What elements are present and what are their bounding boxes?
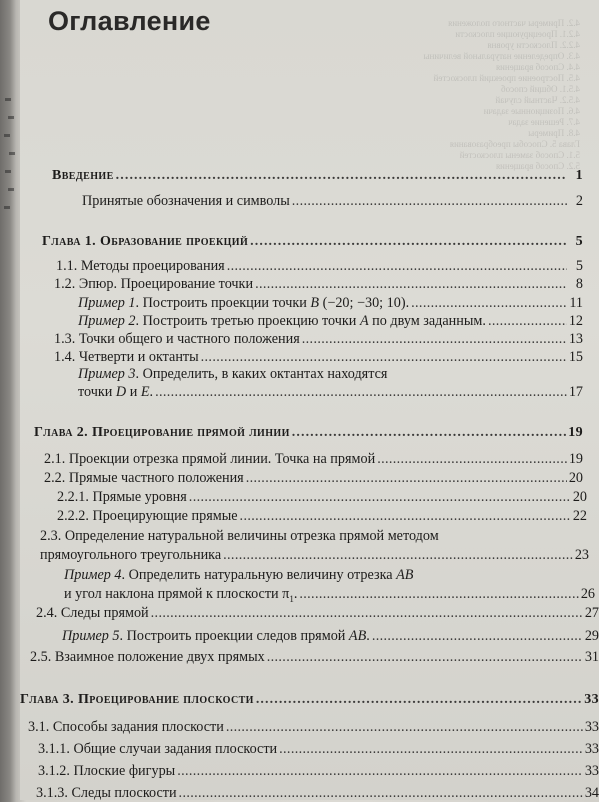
toc-entry-2-3-line1 xyxy=(40,528,439,545)
variable: A xyxy=(359,313,369,329)
entry-title-tail: (−20; −30; 10). xyxy=(319,295,410,311)
leader-dots xyxy=(372,628,583,645)
example-label: Пример 1 xyxy=(78,295,136,311)
entry-title: 2.2.1. Прямые уровня xyxy=(57,489,187,505)
leader-dots xyxy=(279,741,583,758)
leader-dots xyxy=(226,719,583,736)
toc-entry-2-3[interactable] xyxy=(40,547,589,564)
toc-entry-symbols[interactable] xyxy=(82,193,583,210)
entry-title: 2.4. Следы прямой xyxy=(36,605,149,621)
entry-title: . xyxy=(149,384,154,400)
entry-title: 1.4. Четверти и октанты xyxy=(54,349,199,365)
toc-entry-2-1[interactable] xyxy=(44,451,583,468)
example-label: Пример 2 xyxy=(78,313,136,329)
entry-title: . xyxy=(293,586,298,602)
entry-title: 3.1. Способы задания плоскости xyxy=(28,719,224,735)
example-label: Пример 3 xyxy=(78,366,136,382)
bleed-through-text: 4.2. Примеры частного положения 4.2.1. Проецирующие плоскости 4.2.2. Плоскости уровня 4.3. Определение натуральной величины 4.4. Способ вращения 4.5. Построение проекций плоскостей 4.5.1. Общий способ 4.5.2. Частный случай 4.6. Позиционные задачи 4.7. Решение задач 4.8. Примеры Глава 5. Способы преобразования 5.1. Способ замены плоскостей 5.2. Способ вращения xyxy=(423,18,580,171)
page-number: 20 xyxy=(572,489,587,505)
toc-entry-3-1-2[interactable] xyxy=(38,763,599,780)
entry-title: . Построить третью проекцию точки xyxy=(135,313,360,329)
entry-title: . Определить натуральную величину отрезка xyxy=(121,567,397,583)
leader-dots xyxy=(189,489,571,506)
toc-entry-2-5[interactable] xyxy=(30,649,599,666)
entry-title: Глава 1. Образование проекций xyxy=(42,234,249,249)
page-number: 1 xyxy=(575,168,583,183)
toc-entry-1-2[interactable] xyxy=(54,276,583,293)
leader-dots xyxy=(227,258,567,275)
toc-entry-2-4[interactable] xyxy=(36,605,599,622)
page-number: 13 xyxy=(568,331,583,347)
leader-dots xyxy=(292,193,567,210)
leader-dots xyxy=(240,508,571,525)
entry-title: . Определить, в каких октантах находятся xyxy=(135,366,388,382)
variable: AB xyxy=(396,567,414,583)
page-number: 19 xyxy=(568,425,583,440)
page-number: 26 xyxy=(580,586,595,602)
page-number: 8 xyxy=(575,276,583,292)
toc-example-3-line1 xyxy=(78,366,387,383)
leader-dots xyxy=(267,649,583,666)
leader-dots xyxy=(292,425,566,441)
toc-example-4-line1 xyxy=(64,567,413,584)
entry-title: . Построить проекции следов прямой xyxy=(119,628,349,644)
entry-title: 3.1.2. Плоские фигуры xyxy=(38,763,176,779)
page-number: 33 xyxy=(584,719,599,735)
toc-entry-2-2-1[interactable] xyxy=(57,489,587,506)
entry-title: 2.3. Определение натуральной величины отрезка прямой методом xyxy=(40,528,439,544)
toc-entry-2-2[interactable] xyxy=(44,470,583,487)
entry-title: 3.1.3. Следы плоскости xyxy=(36,785,177,801)
page-number: 12 xyxy=(568,313,583,329)
page-number: 5 xyxy=(575,258,583,274)
toc-example-2[interactable] xyxy=(78,313,583,330)
leader-dots xyxy=(223,547,573,564)
variable: B xyxy=(310,295,320,311)
leader-dots xyxy=(256,692,582,708)
toc-chapter-2[interactable] xyxy=(34,425,583,441)
entry-title: 1.1. Методы проецирования xyxy=(56,258,225,274)
subscript: 1 xyxy=(289,593,294,604)
variable: AB xyxy=(348,628,367,644)
toc-entry-1-3[interactable] xyxy=(54,331,583,348)
page-number: 27 xyxy=(584,605,599,621)
leader-dots xyxy=(155,384,567,401)
entry-title: . Построить проекции точки xyxy=(135,295,311,311)
variable: D xyxy=(115,384,127,400)
page-number: 19 xyxy=(568,451,583,467)
example-label: Пример 5 xyxy=(62,628,120,644)
toc-example-4[interactable] xyxy=(64,586,595,604)
entry-title: 2.2. Прямые частного положения xyxy=(44,470,244,486)
leader-dots xyxy=(177,763,583,780)
leader-dots xyxy=(299,586,578,603)
page-number: 15 xyxy=(568,349,583,365)
entry-title: Введение xyxy=(52,168,114,183)
leader-dots xyxy=(116,168,567,184)
page-number: 2 xyxy=(575,193,583,209)
page-number: 23 xyxy=(574,547,589,563)
leader-dots xyxy=(488,313,567,330)
leader-dots xyxy=(255,276,567,293)
toc-example-3[interactable] xyxy=(78,384,583,401)
entry-title: 3.1.1. Общие случаи задания плоскости xyxy=(38,741,278,757)
entry-title: 1.3. Точки общего и частного положения xyxy=(54,331,300,347)
entry-title: 1.2. Эпюр. Проецирование точки xyxy=(54,276,254,292)
leader-dots xyxy=(201,349,567,366)
variable: E xyxy=(140,384,150,400)
entry-title: точки xyxy=(78,384,116,400)
entry-title-tail: по двум заданным. xyxy=(368,313,486,329)
entry-title: Принятые обозначения и символы xyxy=(82,193,290,209)
toc-entry-1-1[interactable] xyxy=(56,258,583,275)
page-number: 31 xyxy=(584,649,599,665)
page-title: Оглавление xyxy=(48,6,211,36)
entry-title: 2.1. Проекции отрезка прямой линии. Точка на прямой xyxy=(44,451,376,467)
entry-title: Глава 2. Проецирование прямой линии xyxy=(34,425,290,440)
entry-title: 2.2.2. Проецирующие прямые xyxy=(57,508,238,524)
entry-title: 2.5. Взаимное положение двух прямых xyxy=(30,649,265,665)
page-number: 33 xyxy=(584,692,599,707)
leader-dots xyxy=(151,605,583,622)
page-number: 5 xyxy=(575,234,583,249)
leader-dots xyxy=(246,470,567,487)
toc-entry-1-4[interactable] xyxy=(54,349,583,366)
page-number: 33 xyxy=(584,763,599,779)
toc-entry-3-1[interactable] xyxy=(28,719,599,736)
page-number: 22 xyxy=(572,508,587,524)
leader-dots xyxy=(377,451,567,468)
toc-entry-intro[interactable] xyxy=(52,168,583,184)
page-number: 29 xyxy=(584,628,599,644)
toc-chapter-3[interactable] xyxy=(20,692,599,708)
toc-entry-2-2-2[interactable] xyxy=(57,508,587,525)
example-label: Пример 4 xyxy=(64,567,122,583)
entry-title: прямоугольного треугольника xyxy=(40,547,222,563)
toc-example-5[interactable] xyxy=(62,628,599,645)
leader-dots xyxy=(411,295,567,312)
leader-dots xyxy=(250,234,567,250)
leader-dots xyxy=(302,331,567,348)
entry-title: Глава 3. Проецирование плоскости xyxy=(20,692,254,707)
entry-title-tail: . xyxy=(366,628,370,644)
toc-entry-3-1-1[interactable] xyxy=(38,741,599,758)
toc-chapter-1[interactable] xyxy=(42,234,583,250)
page-number: 17 xyxy=(568,384,583,400)
leader-dots xyxy=(179,785,583,802)
toc-example-1[interactable] xyxy=(78,295,583,312)
page-number: 34 xyxy=(584,785,599,801)
toc-entry-3-1-3[interactable] xyxy=(36,785,599,802)
page-number: 20 xyxy=(568,470,583,486)
entry-title: и угол наклона прямой к плоскости π xyxy=(64,586,290,602)
page-number: 33 xyxy=(584,741,599,757)
page-number: 11 xyxy=(569,295,583,311)
entry-title: и xyxy=(126,384,141,400)
adjacent-page-edge xyxy=(0,90,20,220)
